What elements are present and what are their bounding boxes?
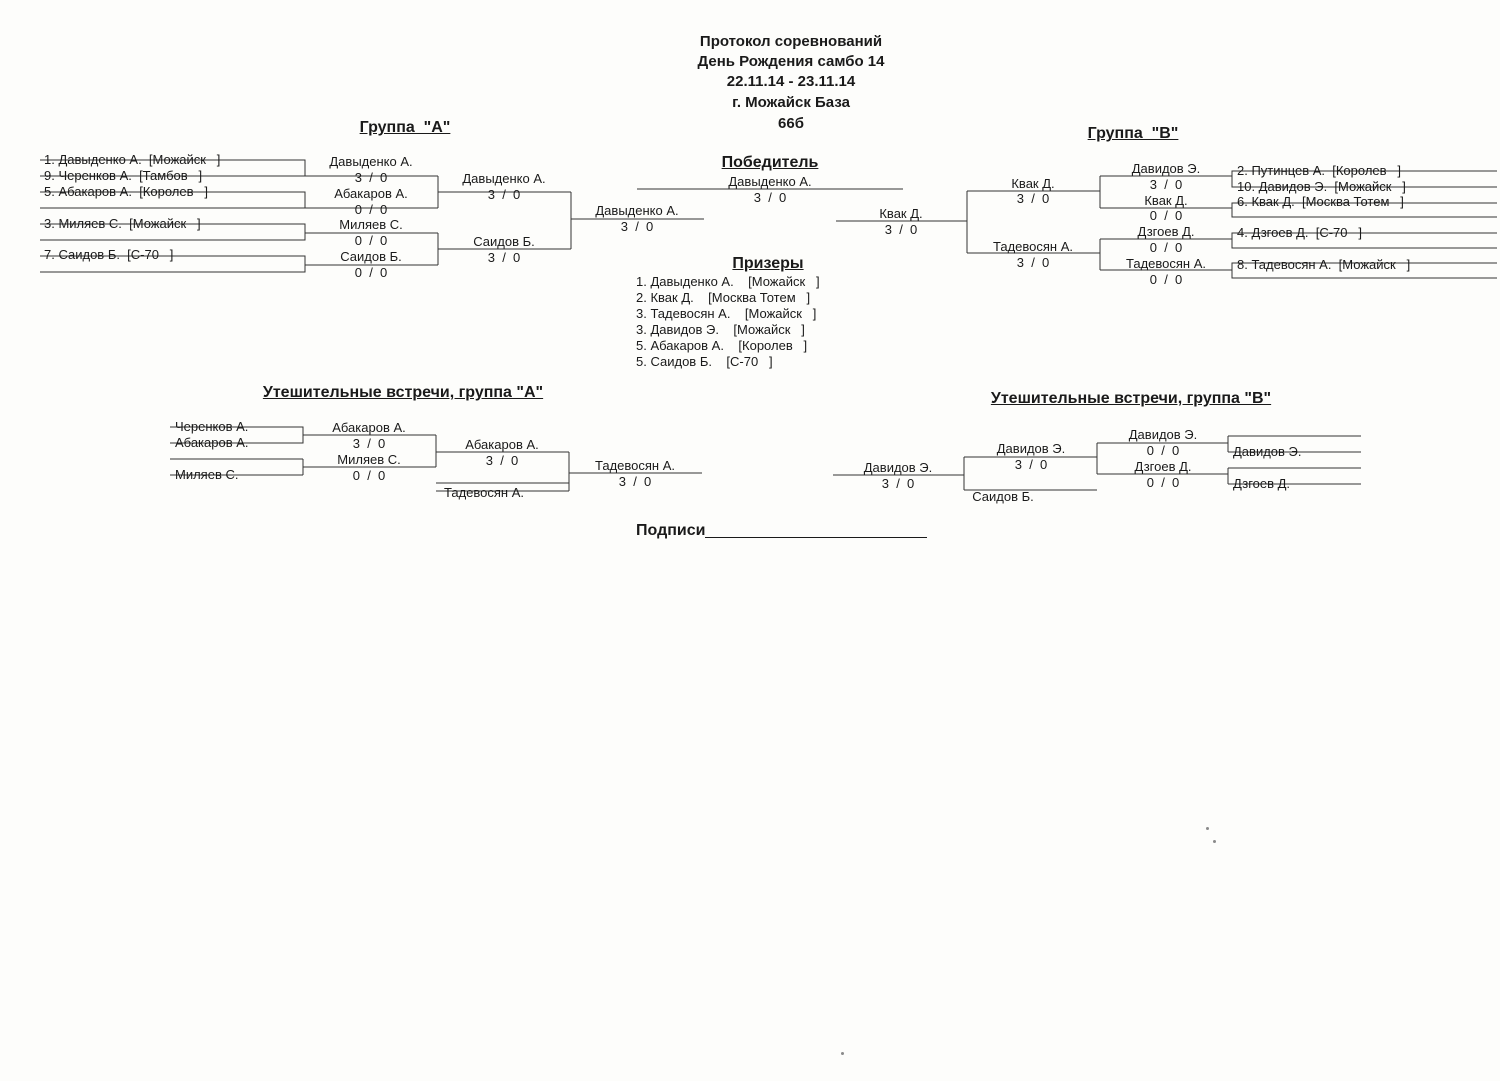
prize-item: 2. Квак Д. [Москва Тотем ] <box>636 290 811 305</box>
group-a-title: Группа "А" <box>359 119 451 136</box>
group-a-r2-name: Саидов Б. <box>473 234 535 249</box>
group-b-final-name: Квак Д. <box>879 206 923 221</box>
group-b-r2-score: 3 / 0 <box>1016 191 1050 206</box>
cons-b-title: Утешительные встречи, группа "В" <box>990 390 1272 407</box>
cons-b-entrant: Дзгоев Д. <box>1233 476 1291 491</box>
group-a-r1-score: 0 / 0 <box>354 202 388 217</box>
group-b-r1-name: Давидов Э. <box>1131 161 1201 176</box>
cons-a-r1-name: Миляев С. <box>337 452 401 467</box>
group-a-r1-name: Абакаров А. <box>334 186 408 201</box>
group-b-r2-name: Тадевосян А. <box>992 239 1074 254</box>
signature-line <box>636 523 927 538</box>
scan-speck <box>1206 827 1209 830</box>
cons-b-entrant: Давидов Э. <box>1233 444 1302 459</box>
cons-b-final-score: 3 / 0 <box>881 476 915 491</box>
scan-speck <box>841 1052 844 1055</box>
group-b-entrant: 8. Тадевосян А. [Можайск ] <box>1237 257 1411 272</box>
cons-a-final-score: 3 / 0 <box>618 474 652 489</box>
group-a-entrant: 3. Миляев С. [Можайск ] <box>44 216 201 231</box>
group-a-entrant: 7. Саидов Б. [С-70 ] <box>44 247 174 262</box>
prize-item: 3. Давидов Э. [Можайск ] <box>636 322 805 337</box>
cons-a-r1-name: Абакаров А. <box>332 420 406 435</box>
cons-a-entrant: Абакаров А. <box>175 435 249 450</box>
group-b-r1-score: 0 / 0 <box>1149 272 1183 287</box>
prize-item: 3. Тадевосян А. [Можайск ] <box>636 306 817 321</box>
signature-blank <box>705 523 927 538</box>
group-b-r1-score: 0 / 0 <box>1149 240 1183 255</box>
group-b-r1-name: Тадевосян А. <box>1125 256 1207 271</box>
header-event: День Рождения самбо 14 <box>697 53 885 70</box>
group-b-final-score: 3 / 0 <box>884 222 918 237</box>
cons-a-bye: Тадевосян А. <box>443 485 525 500</box>
prize-item: 1. Давыденко А. [Можайск ] <box>636 274 820 289</box>
group-b-r1-score: 3 / 0 <box>1149 177 1183 192</box>
cons-b-bye: Саидов Б. <box>972 489 1034 504</box>
group-a-entrant: 5. Абакаров А. [Королев ] <box>44 184 208 199</box>
group-a-r1-name: Саидов Б. <box>340 249 402 264</box>
group-a-r2-score: 3 / 0 <box>487 187 521 202</box>
scan-speck <box>1213 840 1216 843</box>
cons-a-r1-score: 3 / 0 <box>352 436 386 451</box>
group-a-r1-score: 3 / 0 <box>354 170 388 185</box>
prize-item: 5. Саидов Б. [С-70 ] <box>636 354 773 369</box>
group-b-r1-name: Дзгоев Д. <box>1137 224 1195 239</box>
signature-label: Подписи <box>636 522 706 539</box>
group-b-title: Группа "В" <box>1087 125 1179 142</box>
prize-item: 5. Абакаров А. [Королев ] <box>636 338 808 353</box>
group-b-entrant: 10. Давидов Э. [Можайск ] <box>1237 179 1406 194</box>
group-a-r1-name: Миляев С. <box>339 217 403 232</box>
group-b-entrant: 2. Путинцев А. [Королев ] <box>1237 163 1402 178</box>
group-a-r2-score: 3 / 0 <box>487 250 521 265</box>
group-b-r2-name: Квак Д. <box>1011 176 1055 191</box>
winner-title: Победитель <box>721 154 819 171</box>
group-a-r1-score: 0 / 0 <box>354 233 388 248</box>
group-a-entrant: 1. Давыденко А. [Можайск ] <box>44 152 221 167</box>
winner-name: Давыденко А. <box>728 174 812 189</box>
cons-a-r1-score: 0 / 0 <box>352 468 386 483</box>
header-location: г. Можайск База <box>732 94 850 111</box>
group-b-entrant: 4. Дзгоев Д. [С-70 ] <box>1237 225 1362 240</box>
cons-b-r2-score: 3 / 0 <box>1014 457 1048 472</box>
header-title: Протокол соревнований <box>699 33 883 50</box>
cons-b-r1-name: Дзгоев Д. <box>1134 459 1192 474</box>
cons-b-r2-name: Давидов Э. <box>996 441 1066 456</box>
cons-a-r2-name: Абакаров А. <box>465 437 539 452</box>
group-b-r2-score: 3 / 0 <box>1016 255 1050 270</box>
group-a-r1-score: 0 / 0 <box>354 265 388 280</box>
header-weight: 66б <box>778 115 804 132</box>
prizes-title: Призеры <box>732 255 804 272</box>
group-a-final-score: 3 / 0 <box>620 219 654 234</box>
cons-b-r1-score: 0 / 0 <box>1146 475 1180 490</box>
cons-a-final-name: Тадевосян А. <box>594 458 676 473</box>
group-b-r1-score: 0 / 0 <box>1149 208 1183 223</box>
group-b-entrant: 6. Квак Д. [Москва Тотем ] <box>1237 194 1404 209</box>
cons-a-r2-score: 3 / 0 <box>485 453 519 468</box>
cons-a-entrant: Черенков А. <box>175 419 249 434</box>
group-b-r1-name: Квак Д. <box>1144 193 1188 208</box>
cons-b-final-name: Давидов Э. <box>863 460 933 475</box>
group-a-final-name: Давыденко А. <box>595 203 679 218</box>
cons-a-title: Утешительные встречи, группа "А" <box>262 384 544 401</box>
group-a-r2-name: Давыденко А. <box>462 171 546 186</box>
winner-score: 3 / 0 <box>753 190 787 205</box>
cons-b-r1-score: 0 / 0 <box>1146 443 1180 458</box>
cons-a-entrant: Миляев С. <box>175 467 239 482</box>
group-a-entrant: 9. Черенков А. [Тамбов ] <box>44 168 203 183</box>
cons-b-r1-name: Давидов Э. <box>1128 427 1198 442</box>
header-dates: 22.11.14 - 23.11.14 <box>726 73 856 90</box>
group-a-r1-name: Давыденко А. <box>329 154 413 169</box>
